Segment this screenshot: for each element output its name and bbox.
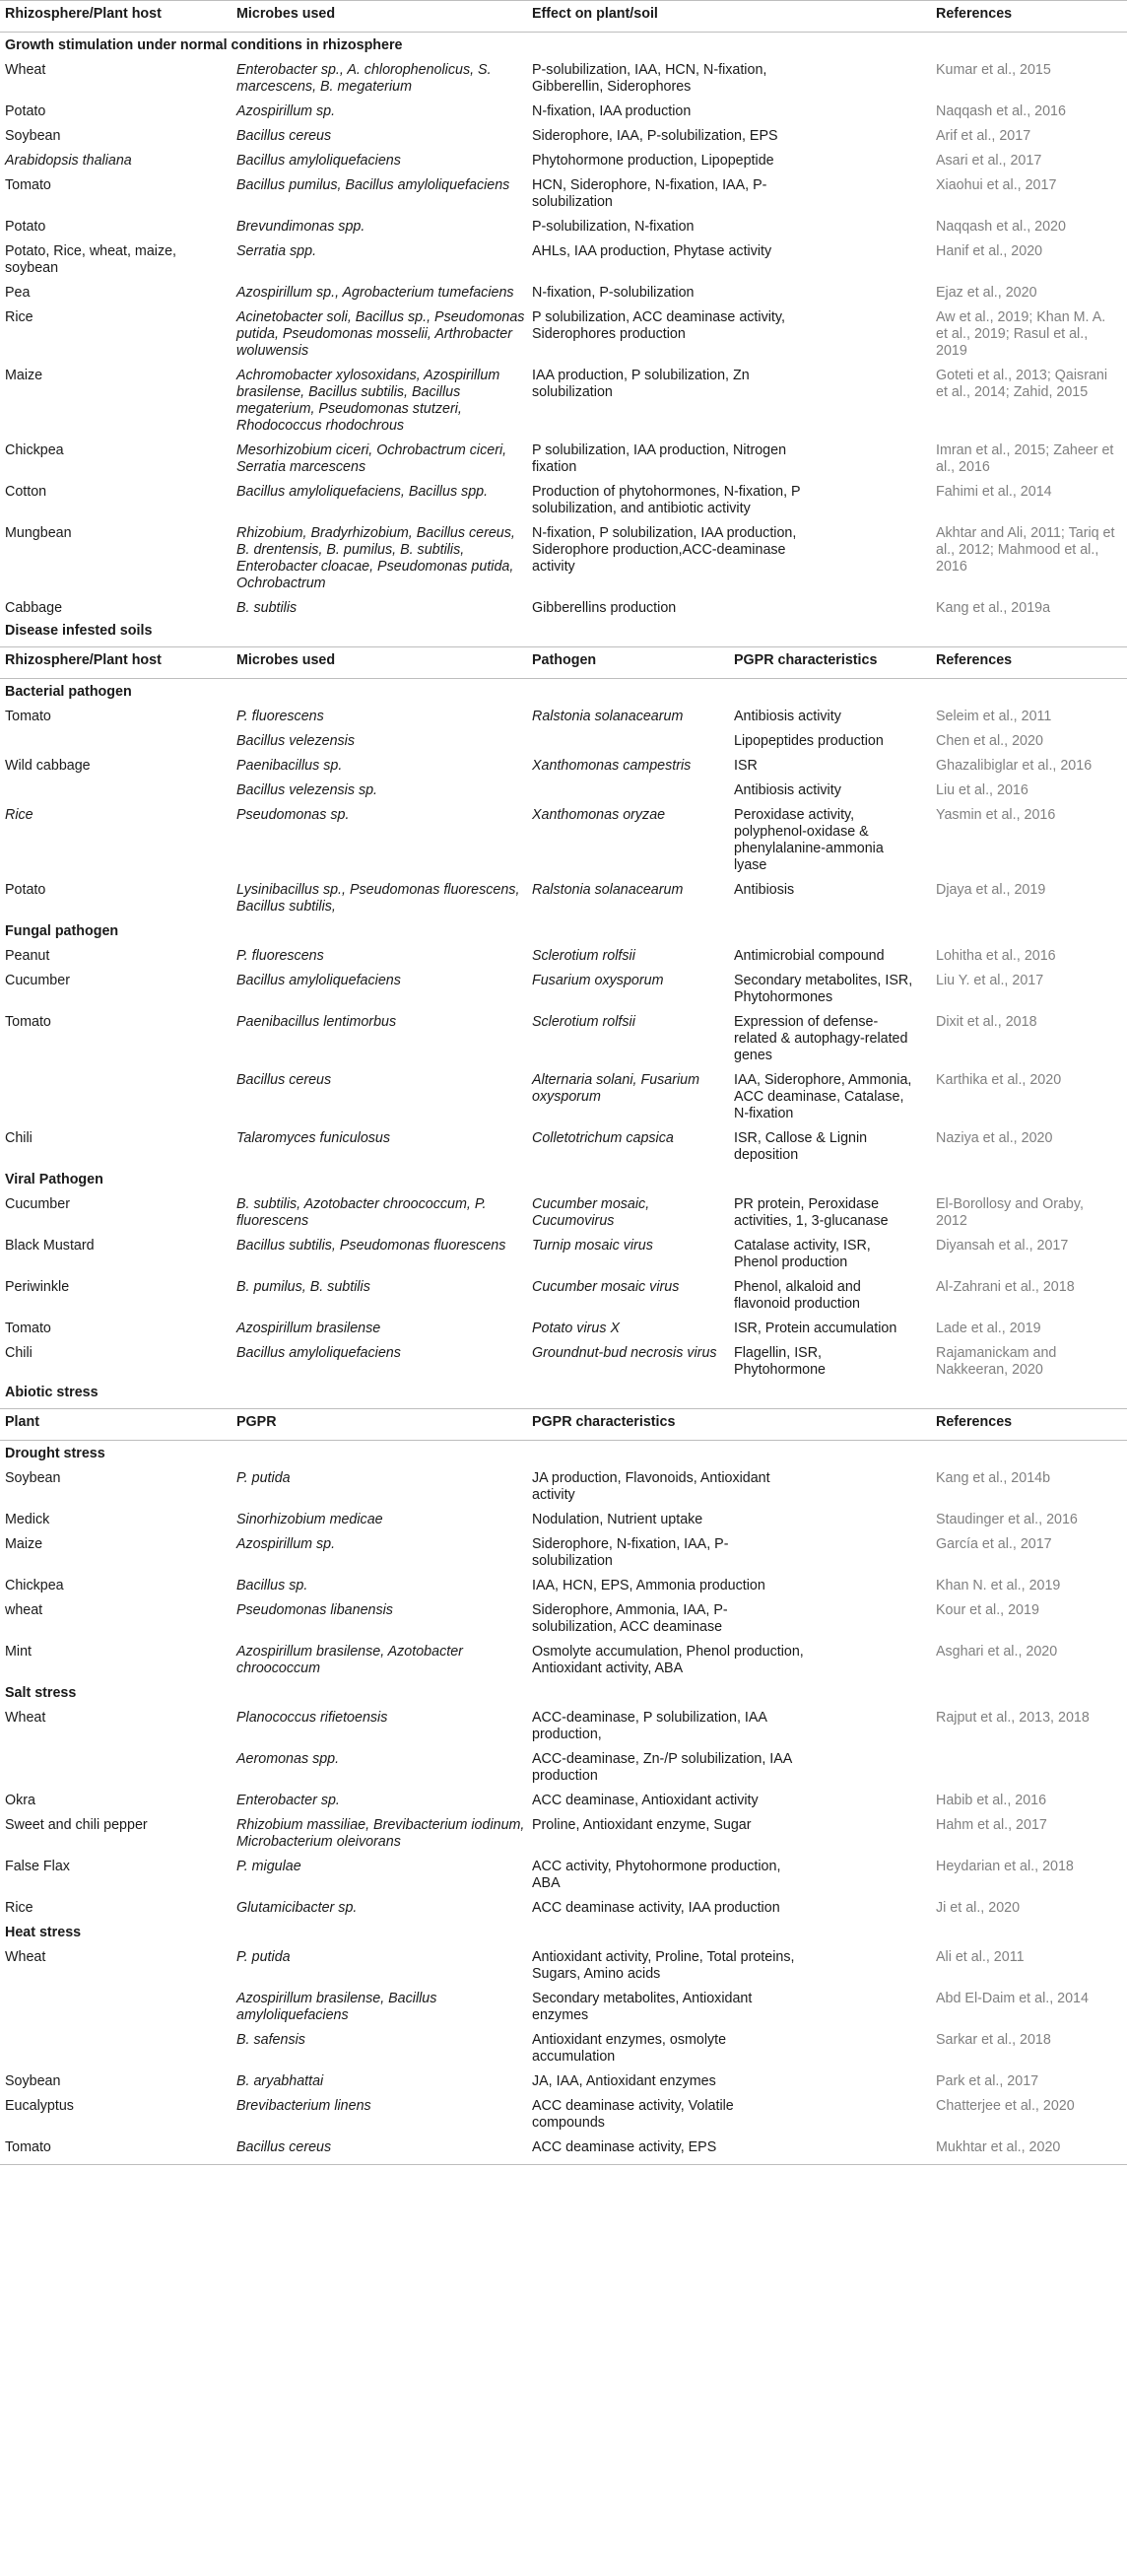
- pgpr-characteristics-cell: Antibiosis: [734, 882, 795, 898]
- table-row: [0, 2098, 1127, 2132]
- plant-host-cell: Mungbean: [5, 525, 72, 541]
- reference-cell: Abd El-Daim et al., 2014: [936, 1991, 1089, 2006]
- pathogen-cell: Potato virus X: [532, 1321, 620, 1336]
- plant-host-cell: Tomato: [5, 2139, 51, 2155]
- pathogen-cell: Sclerotium rolfsii: [532, 1014, 635, 1030]
- microbes-cell: Bacillus amyloliquefaciens, Bacillus spp.: [236, 484, 489, 500]
- microbes-cell: Acinetobacter soli, Bacillus sp., Pseudomonas putida, Pseudomonas mosselii, Arthrobacter woluwensis: [236, 309, 525, 359]
- table-row: [0, 1014, 1127, 1064]
- reference-cell: Khan N. et al., 2019: [936, 1578, 1061, 1593]
- column-header: Rhizosphere/Plant host: [5, 6, 162, 22]
- table-row: [0, 1859, 1127, 1892]
- plant-host-cell: Potato: [5, 882, 46, 898]
- plant-host-cell: wheat: [5, 1602, 43, 1618]
- reference-cell: Lohitha et al., 2016: [936, 948, 1056, 964]
- reference-cell: Hahm et al., 2017: [936, 1817, 1047, 1833]
- plant-host-cell: Black Mustard: [5, 1238, 95, 1254]
- reference-cell: Kang et al., 2019a: [936, 600, 1051, 616]
- plant-host-cell: Soybean: [5, 2073, 61, 2089]
- table-row: [0, 128, 1127, 145]
- table-row: [0, 1279, 1127, 1313]
- pgpr-cell: P. putida: [236, 1470, 291, 1486]
- section-title: Abiotic stress: [5, 1385, 99, 1400]
- effect-cell: Phytohormone production, Lipopeptide: [532, 153, 774, 169]
- plant-host-cell: Wild cabbage: [5, 758, 91, 774]
- plant-host-cell: Rice: [5, 309, 33, 325]
- table-row: [0, 882, 1127, 915]
- section-title: Growth stimulation under normal conditions in rhizosphere: [5, 37, 403, 53]
- microbes-cell: Bacillus pumilus, Bacillus amyloliquefaciens: [236, 177, 510, 193]
- pgpr-characteristics-cell: Antimicrobial compound: [734, 948, 885, 964]
- pgpr-characteristics-cell: Lipopeptides production: [734, 733, 884, 749]
- reference-cell: Aw et al., 2019; Khan M. A. et al., 2019; Rasul et al., 2019: [936, 309, 1106, 359]
- plant-host-cell: Tomato: [5, 709, 51, 724]
- table-row: [0, 243, 1127, 277]
- plant-host-cell: Chili: [5, 1130, 33, 1146]
- column-header: Microbes used: [236, 6, 336, 22]
- plant-host-cell: Medick: [5, 1512, 50, 1527]
- effect-cell: Production of phytohormones, N-fixation, P solubilization, and antibiotic activity: [532, 484, 801, 516]
- pgpr-cell: B. safensis: [236, 2032, 305, 2048]
- table-rule: [0, 2164, 1127, 2165]
- table-row: [0, 2032, 1127, 2066]
- microbes-cell: Enterobacter sp., A. chlorophenolicus, S. marcescens, B. megaterium: [236, 62, 492, 95]
- plant-host-cell: Chickpea: [5, 1578, 64, 1593]
- plant-host-cell: Rice: [5, 807, 33, 823]
- pathogen-cell: Xanthomonas oryzae: [532, 807, 666, 823]
- plant-host-cell: Sweet and chili pepper: [5, 1817, 148, 1833]
- plant-host-cell: Tomato: [5, 177, 51, 193]
- plant-host-cell: Potato: [5, 103, 46, 119]
- table-row: [0, 1196, 1127, 1230]
- pgpr-cell: Bacillus cereus: [236, 2139, 332, 2155]
- pgpr-characteristics-cell: JA production, Flavonoids, Antioxidant activity: [532, 1470, 770, 1503]
- effect-cell: P-solubilization, IAA, HCN, N-fixation, Gibberellin, Siderophores: [532, 62, 767, 95]
- plant-host-cell: Chili: [5, 1345, 33, 1361]
- table-row: [0, 368, 1127, 435]
- plant-host-cell: Potato: [5, 219, 46, 235]
- plant-host-cell: Cucumber: [5, 973, 70, 988]
- pathogen-cell: Sclerotium rolfsii: [532, 948, 635, 964]
- table-row: [0, 177, 1127, 211]
- pgpr-characteristics-cell: Siderophore, Ammonia, IAA, P-solubilization, ACC deaminase: [532, 1602, 728, 1635]
- microbes-cell: P. fluorescens: [236, 948, 324, 964]
- effect-cell: P solubilization, IAA production, Nitrogen fixation: [532, 442, 787, 475]
- reference-cell: Park et al., 2017: [936, 2073, 1039, 2089]
- reference-cell: Diyansah et al., 2017: [936, 1238, 1069, 1254]
- pgpr-characteristics-cell: Antibiosis activity: [734, 709, 841, 724]
- microbes-cell: Talaromyces funiculosus: [236, 1130, 391, 1146]
- table-row: [0, 782, 1127, 799]
- microbes-cell: Bacillus velezensis: [236, 733, 355, 749]
- plant-host-cell: Cabbage: [5, 600, 63, 616]
- reference-cell: Al-Zahrani et al., 2018: [936, 1279, 1075, 1295]
- plant-host-cell: Eucalyptus: [5, 2098, 74, 2114]
- table-row: [0, 1345, 1127, 1379]
- pgpr-characteristics-cell: ISR, Callose & Lignin deposition: [734, 1130, 868, 1163]
- table-rule: [0, 1408, 1127, 1409]
- pathogen-cell: Alternaria solani, Fusarium oxysporum: [532, 1072, 700, 1105]
- microbes-cell: Azospirillum sp.: [236, 103, 336, 119]
- pgpr-characteristics-cell: ACC-deaminase, P solubilization, IAA production,: [532, 1710, 767, 1742]
- reference-cell: Dixit et al., 2018: [936, 1014, 1037, 1030]
- reference-cell: Xiaohui et al., 2017: [936, 177, 1057, 193]
- table-rule: [0, 0, 1127, 1]
- plant-host-cell: Tomato: [5, 1014, 51, 1030]
- table-row: [0, 1817, 1127, 1851]
- reference-cell: Asari et al., 2017: [936, 153, 1042, 169]
- pgpr-characteristics-cell: ACC activity, Phytohormone production, ABA: [532, 1859, 781, 1891]
- pgpr-characteristics-cell: ISR, Protein accumulation: [734, 1321, 897, 1336]
- pgpr-cell: Rhizobium massiliae, Brevibacterium iodinum, Microbacterium oleivorans: [236, 1817, 525, 1850]
- column-header: PGPR: [236, 1414, 277, 1430]
- table-row: [0, 948, 1127, 965]
- table-row: [0, 484, 1127, 517]
- reference-cell: Lade et al., 2019: [936, 1321, 1041, 1336]
- pgpr-characteristics-cell: Osmolyte accumulation, Phenol production, Antioxidant activity, ABA: [532, 1644, 804, 1676]
- group-title: Drought stress: [5, 1446, 105, 1461]
- table-row: [0, 2139, 1127, 2156]
- microbes-cell: Rhizobium, Bradyrhizobium, Bacillus cereus, B. drentensis, B. pumilus, B. subtilis, Enterobacter cloacae, Pseudomonas putida, Ochrobactrum: [236, 525, 515, 591]
- reference-cell: Naqqash et al., 2020: [936, 219, 1066, 235]
- pgpr-cell: Sinorhizobium medicae: [236, 1512, 383, 1527]
- reference-cell: Liu Y. et al., 2017: [936, 973, 1044, 988]
- pgpr-characteristics-cell: Secondary metabolites, Antioxidant enzymes: [532, 1991, 753, 2023]
- pgpr-characteristics-cell: Secondary metabolites, ISR, Phytohormones: [734, 973, 913, 1005]
- pgpr-characteristics-cell: PR protein, Peroxidase activities, 1, 3-glucanase: [734, 1196, 889, 1229]
- pgpr-characteristics-cell: Antioxidant enzymes, osmolyte accumulation: [532, 2032, 727, 2065]
- reference-cell: Naqqash et al., 2016: [936, 103, 1066, 119]
- pgpr-characteristics-cell: Expression of defense-related & autophagy-related genes: [734, 1014, 908, 1063]
- table-row: [0, 1991, 1127, 2024]
- table-row: [0, 1793, 1127, 1809]
- reference-cell: Fahimi et al., 2014: [936, 484, 1052, 500]
- plant-host-cell: Maize: [5, 1536, 43, 1552]
- pgpr-characteristics-cell: IAA, Siderophore, Ammonia, ACC deaminase, Catalase, N-fixation: [734, 1072, 912, 1121]
- pgpr-characteristics-cell: ACC deaminase activity, EPS: [532, 2139, 717, 2155]
- microbes-cell: Bacillus amyloliquefaciens: [236, 153, 401, 169]
- pgpr-cell: Pseudomonas libanensis: [236, 1602, 393, 1618]
- pgpr-cell: Azospirillum brasilense, Bacillus amyloliquefaciens: [236, 1991, 437, 2023]
- pgpr-characteristics-cell: IAA, HCN, EPS, Ammonia production: [532, 1578, 765, 1593]
- column-header: Microbes used: [236, 652, 336, 668]
- microbes-cell: Paenibacillus lentimorbus: [236, 1014, 397, 1030]
- reference-cell: Djaya et al., 2019: [936, 882, 1046, 898]
- pgpr-characteristics-cell: Flagellin, ISR, Phytohormone: [734, 1345, 826, 1378]
- plant-host-cell: Pea: [5, 285, 31, 301]
- plant-host-cell: Periwinkle: [5, 1279, 70, 1295]
- table-row: [0, 600, 1127, 617]
- column-header: References: [936, 652, 1013, 668]
- column-header: PGPR characteristics: [734, 652, 878, 668]
- plant-host-cell: Okra: [5, 1793, 35, 1808]
- reference-cell: Asghari et al., 2020: [936, 1644, 1058, 1660]
- pgpr-cell: Glutamicibacter sp.: [236, 1900, 358, 1916]
- reference-cell: Hanif et al., 2020: [936, 243, 1043, 259]
- pgpr-characteristics-cell: ISR: [734, 758, 758, 774]
- effect-cell: N-fixation, P solubilization, IAA production, Siderophore production,ACC-deaminase activity: [532, 525, 797, 575]
- microbes-cell: Bacillus amyloliquefaciens: [236, 1345, 401, 1361]
- microbes-cell: Mesorhizobium ciceri, Ochrobactrum ciceri, Serratia marcescens: [236, 442, 507, 475]
- reference-cell: El-Borollosy and Oraby, 2012: [936, 1196, 1084, 1229]
- reference-cell: Rajamanickam and Nakkeeran, 2020: [936, 1345, 1057, 1378]
- microbes-cell: Lysinibacillus sp., Pseudomonas fluorescens, Bacillus subtilis,: [236, 882, 520, 915]
- plant-host-cell: Rice: [5, 1900, 33, 1916]
- column-header: References: [936, 6, 1013, 22]
- reference-cell: García et al., 2017: [936, 1536, 1052, 1552]
- table-row: [0, 807, 1127, 874]
- reference-cell: Seleim et al., 2011: [936, 709, 1052, 724]
- microbes-cell: B. pumilus, B. subtilis: [236, 1279, 370, 1295]
- column-header: PGPR characteristics: [532, 1414, 676, 1430]
- reference-cell: Chatterjee et al., 2020: [936, 2098, 1075, 2114]
- microbes-cell: Bacillus velezensis sp.: [236, 782, 378, 798]
- microbes-cell: Serratia spp.: [236, 243, 317, 259]
- reference-cell: Akhtar and Ali, 2011; Tariq et al., 2012; Mahmood et al., 2016: [936, 525, 1115, 575]
- pathogen-cell: Groundnut-bud necrosis virus: [532, 1345, 717, 1361]
- table-row: [0, 1321, 1127, 1337]
- pgpr-cell: P. migulae: [236, 1859, 301, 1874]
- group-title: Bacterial pathogen: [5, 684, 132, 700]
- reference-cell: Ejaz et al., 2020: [936, 285, 1037, 301]
- plant-host-cell: Arabidopsis thaliana: [5, 153, 132, 169]
- pgpr-characteristics-cell: Siderophore, N-fixation, IAA, P-solubilization: [532, 1536, 729, 1569]
- table-row: [0, 1536, 1127, 1570]
- table-row: [0, 758, 1127, 775]
- microbes-cell: Bacillus subtilis, Pseudomonas fluorescens: [236, 1238, 506, 1254]
- pgpr-cell: Brevibacterium linens: [236, 2098, 371, 2114]
- pathogen-cell: Cucumber mosaic, Cucumovirus: [532, 1196, 650, 1229]
- pgpr-cell: B. aryabhattai: [236, 2073, 324, 2089]
- table-row: [0, 525, 1127, 592]
- pgpr-cell: Enterobacter sp.: [236, 1793, 340, 1808]
- plant-host-cell: Wheat: [5, 62, 46, 78]
- table-row: [0, 103, 1127, 120]
- pgpr-characteristics-cell: ACC deaminase activity, Volatile compounds: [532, 2098, 734, 2131]
- pathogen-cell: Ralstonia solanacearum: [532, 882, 684, 898]
- plant-host-cell: Maize: [5, 368, 43, 383]
- table-row: [0, 1644, 1127, 1677]
- table-row: [0, 1072, 1127, 1122]
- table-row: [0, 285, 1127, 302]
- table-row: [0, 153, 1127, 169]
- reference-cell: Mukhtar et al., 2020: [936, 2139, 1061, 2155]
- pgpr-cell: Azospirillum sp.: [236, 1536, 336, 1552]
- reference-cell: Goteti et al., 2013; Qaisrani et al., 2014; Zahid, 2015: [936, 368, 1108, 400]
- pathogen-cell: Fusarium oxysporum: [532, 973, 664, 988]
- microbes-cell: B. subtilis: [236, 600, 298, 616]
- group-title: Salt stress: [5, 1685, 77, 1701]
- table-row: [0, 309, 1127, 360]
- microbes-cell: Bacillus cereus: [236, 1072, 332, 1088]
- reference-cell: Imran et al., 2015; Zaheer et al., 2016: [936, 442, 1114, 475]
- pgpr-characteristics-cell: ACC deaminase, Antioxidant activity: [532, 1793, 759, 1808]
- effect-cell: IAA production, P solubilization, Zn solubilization: [532, 368, 750, 400]
- pgpr-characteristics-cell: ACC-deaminase, Zn-/P solubilization, IAA production: [532, 1751, 792, 1784]
- group-title: Viral Pathogen: [5, 1172, 103, 1187]
- microbes-cell: B. subtilis, Azotobacter chroococcum, P. fluorescens: [236, 1196, 487, 1229]
- reference-cell: Ali et al., 2011: [936, 1949, 1025, 1965]
- reference-cell: Naziya et al., 2020: [936, 1130, 1053, 1146]
- plant-host-cell: Chickpea: [5, 442, 64, 458]
- pgpr-cell: Aeromonas spp.: [236, 1751, 340, 1767]
- effect-cell: AHLs, IAA production, Phytase activity: [532, 243, 772, 259]
- pgpr-characteristics-cell: Catalase activity, ISR, Phenol production: [734, 1238, 871, 1270]
- pgpr-characteristics-cell: Phenol, alkaloid and flavonoid production: [734, 1279, 861, 1312]
- pathogen-cell: Ralstonia solanacearum: [532, 709, 684, 724]
- reference-cell: Habib et al., 2016: [936, 1793, 1047, 1808]
- reference-cell: Staudinger et al., 2016: [936, 1512, 1078, 1527]
- effect-cell: N-fixation, P-solubilization: [532, 285, 695, 301]
- reference-cell: Rajput et al., 2013, 2018: [936, 1710, 1090, 1726]
- pathogen-cell: Cucumber mosaic virus: [532, 1279, 680, 1295]
- pgpr-cell: Azospirillum brasilense, Azotobacter chroococcum: [236, 1644, 463, 1676]
- microbes-cell: Bacillus cereus: [236, 128, 332, 144]
- table3-header-row: [0, 1414, 1127, 1431]
- table-row: [0, 1130, 1127, 1164]
- table-row: [0, 733, 1127, 750]
- table1-header-row: [0, 6, 1127, 23]
- plant-host-cell: Soybean: [5, 128, 61, 144]
- pgpr-characteristics-cell: ACC deaminase activity, IAA production: [532, 1900, 780, 1916]
- reference-cell: Arif et al., 2017: [936, 128, 1031, 144]
- reference-cell: Kang et al., 2014b: [936, 1470, 1051, 1486]
- microbes-cell: Paenibacillus sp.: [236, 758, 343, 774]
- table-rule: [0, 646, 1127, 647]
- table-rule: [0, 32, 1127, 33]
- reference-cell: Ji et al., 2020: [936, 1900, 1021, 1916]
- table-row: [0, 1900, 1127, 1917]
- table-row: [0, 442, 1127, 476]
- reference-cell: Sarkar et al., 2018: [936, 2032, 1051, 2048]
- effect-cell: HCN, Siderophore, N-fixation, IAA, P-solubilization: [532, 177, 767, 210]
- table-row: [0, 1710, 1127, 1743]
- table-row: [0, 1602, 1127, 1636]
- reference-cell: Ghazalibiglar et al., 2016: [936, 758, 1093, 774]
- column-header: Rhizosphere/Plant host: [5, 652, 162, 668]
- table-row: [0, 1512, 1127, 1528]
- table2-header-row: [0, 652, 1127, 669]
- effect-cell: N-fixation, IAA production: [532, 103, 692, 119]
- plant-host-cell: False Flax: [5, 1859, 70, 1874]
- plant-host-cell: Wheat: [5, 1710, 46, 1726]
- table-row: [0, 1751, 1127, 1785]
- table-rule: [0, 1440, 1127, 1441]
- column-header: References: [936, 1414, 1013, 1430]
- table-row: [0, 1470, 1127, 1504]
- pgpr-cell: Bacillus sp.: [236, 1578, 308, 1593]
- column-header: Plant: [5, 1414, 39, 1430]
- plant-host-cell: Cucumber: [5, 1196, 70, 1212]
- effect-cell: Gibberellins production: [532, 600, 677, 616]
- reference-cell: Chen et al., 2020: [936, 733, 1043, 749]
- pathogen-cell: Colletotrichum capsica: [532, 1130, 674, 1146]
- effect-cell: Siderophore, IAA, P-solubilization, EPS: [532, 128, 778, 144]
- microbes-cell: Pseudomonas sp.: [236, 807, 350, 823]
- table-row: [0, 1949, 1127, 1983]
- pathogen-cell: Turnip mosaic virus: [532, 1238, 653, 1254]
- reference-cell: Karthika et al., 2020: [936, 1072, 1062, 1088]
- table-row: [0, 1238, 1127, 1271]
- plant-host-cell: Mint: [5, 1644, 33, 1660]
- pgpr-characteristics-cell: JA, IAA, Antioxidant enzymes: [532, 2073, 716, 2089]
- table-row: [0, 973, 1127, 1006]
- table-row: [0, 62, 1127, 96]
- column-header: Pathogen: [532, 652, 597, 668]
- effect-cell: P solubilization, ACC deaminase activity, Siderophores production: [532, 309, 785, 342]
- microbes-cell: Achromobacter xylosoxidans, Azospirillum brasilense, Bacillus subtilis, Bacillus megaterium, Pseudomonas stutzeri, Rhodococcus rhodochrous: [236, 368, 500, 434]
- microbes-cell: Bacillus amyloliquefaciens: [236, 973, 401, 988]
- microbes-cell: P. fluorescens: [236, 709, 324, 724]
- plant-host-cell: Cotton: [5, 484, 47, 500]
- section-title: Disease infested soils: [5, 623, 153, 639]
- table-row: [0, 1578, 1127, 1594]
- pgpr-characteristics-cell: Proline, Antioxidant enzyme, Sugar: [532, 1817, 752, 1833]
- reference-cell: Yasmin et al., 2016: [936, 807, 1056, 823]
- microbes-cell: Brevundimonas spp.: [236, 219, 365, 235]
- reference-cell: Heydarian et al., 2018: [936, 1859, 1074, 1874]
- group-title: Heat stress: [5, 1925, 82, 1940]
- plant-host-cell: Wheat: [5, 1949, 46, 1965]
- column-header: Effect on plant/soil: [532, 6, 658, 22]
- pathogen-cell: Xanthomonas campestris: [532, 758, 692, 774]
- plant-host-cell: Peanut: [5, 948, 50, 964]
- pgpr-cell: Planococcus rifietoensis: [236, 1710, 388, 1726]
- microbes-cell: Azospirillum brasilense: [236, 1321, 381, 1336]
- table-row: [0, 2073, 1127, 2090]
- pgpr-characteristics-cell: Antibiosis activity: [734, 782, 841, 798]
- reference-cell: Liu et al., 2016: [936, 782, 1028, 798]
- pgpr-characteristics-cell: Antioxidant activity, Proline, Total proteins, Sugars, Amino acids: [532, 1949, 795, 1982]
- pgpr-characteristics-cell: Nodulation, Nutrient uptake: [532, 1512, 703, 1527]
- pgpr-cell: P. putida: [236, 1949, 291, 1965]
- microbes-cell: Azospirillum sp., Agrobacterium tumefaciens: [236, 285, 514, 301]
- plant-host-cell: Tomato: [5, 1321, 51, 1336]
- pgpr-characteristics-cell: Peroxidase activity, polyphenol-oxidase & phenylalanine-ammonia lyase: [734, 807, 884, 873]
- plant-host-cell: Potato, Rice, wheat, maize, soybean: [5, 243, 177, 276]
- table-rule: [0, 678, 1127, 679]
- effect-cell: P-solubilization, N-fixation: [532, 219, 695, 235]
- reference-cell: Kour et al., 2019: [936, 1602, 1039, 1618]
- plant-host-cell: Soybean: [5, 1470, 61, 1486]
- table-row: [0, 709, 1127, 725]
- group-title: Fungal pathogen: [5, 923, 119, 939]
- table-row: [0, 219, 1127, 236]
- reference-cell: Kumar et al., 2015: [936, 62, 1051, 78]
